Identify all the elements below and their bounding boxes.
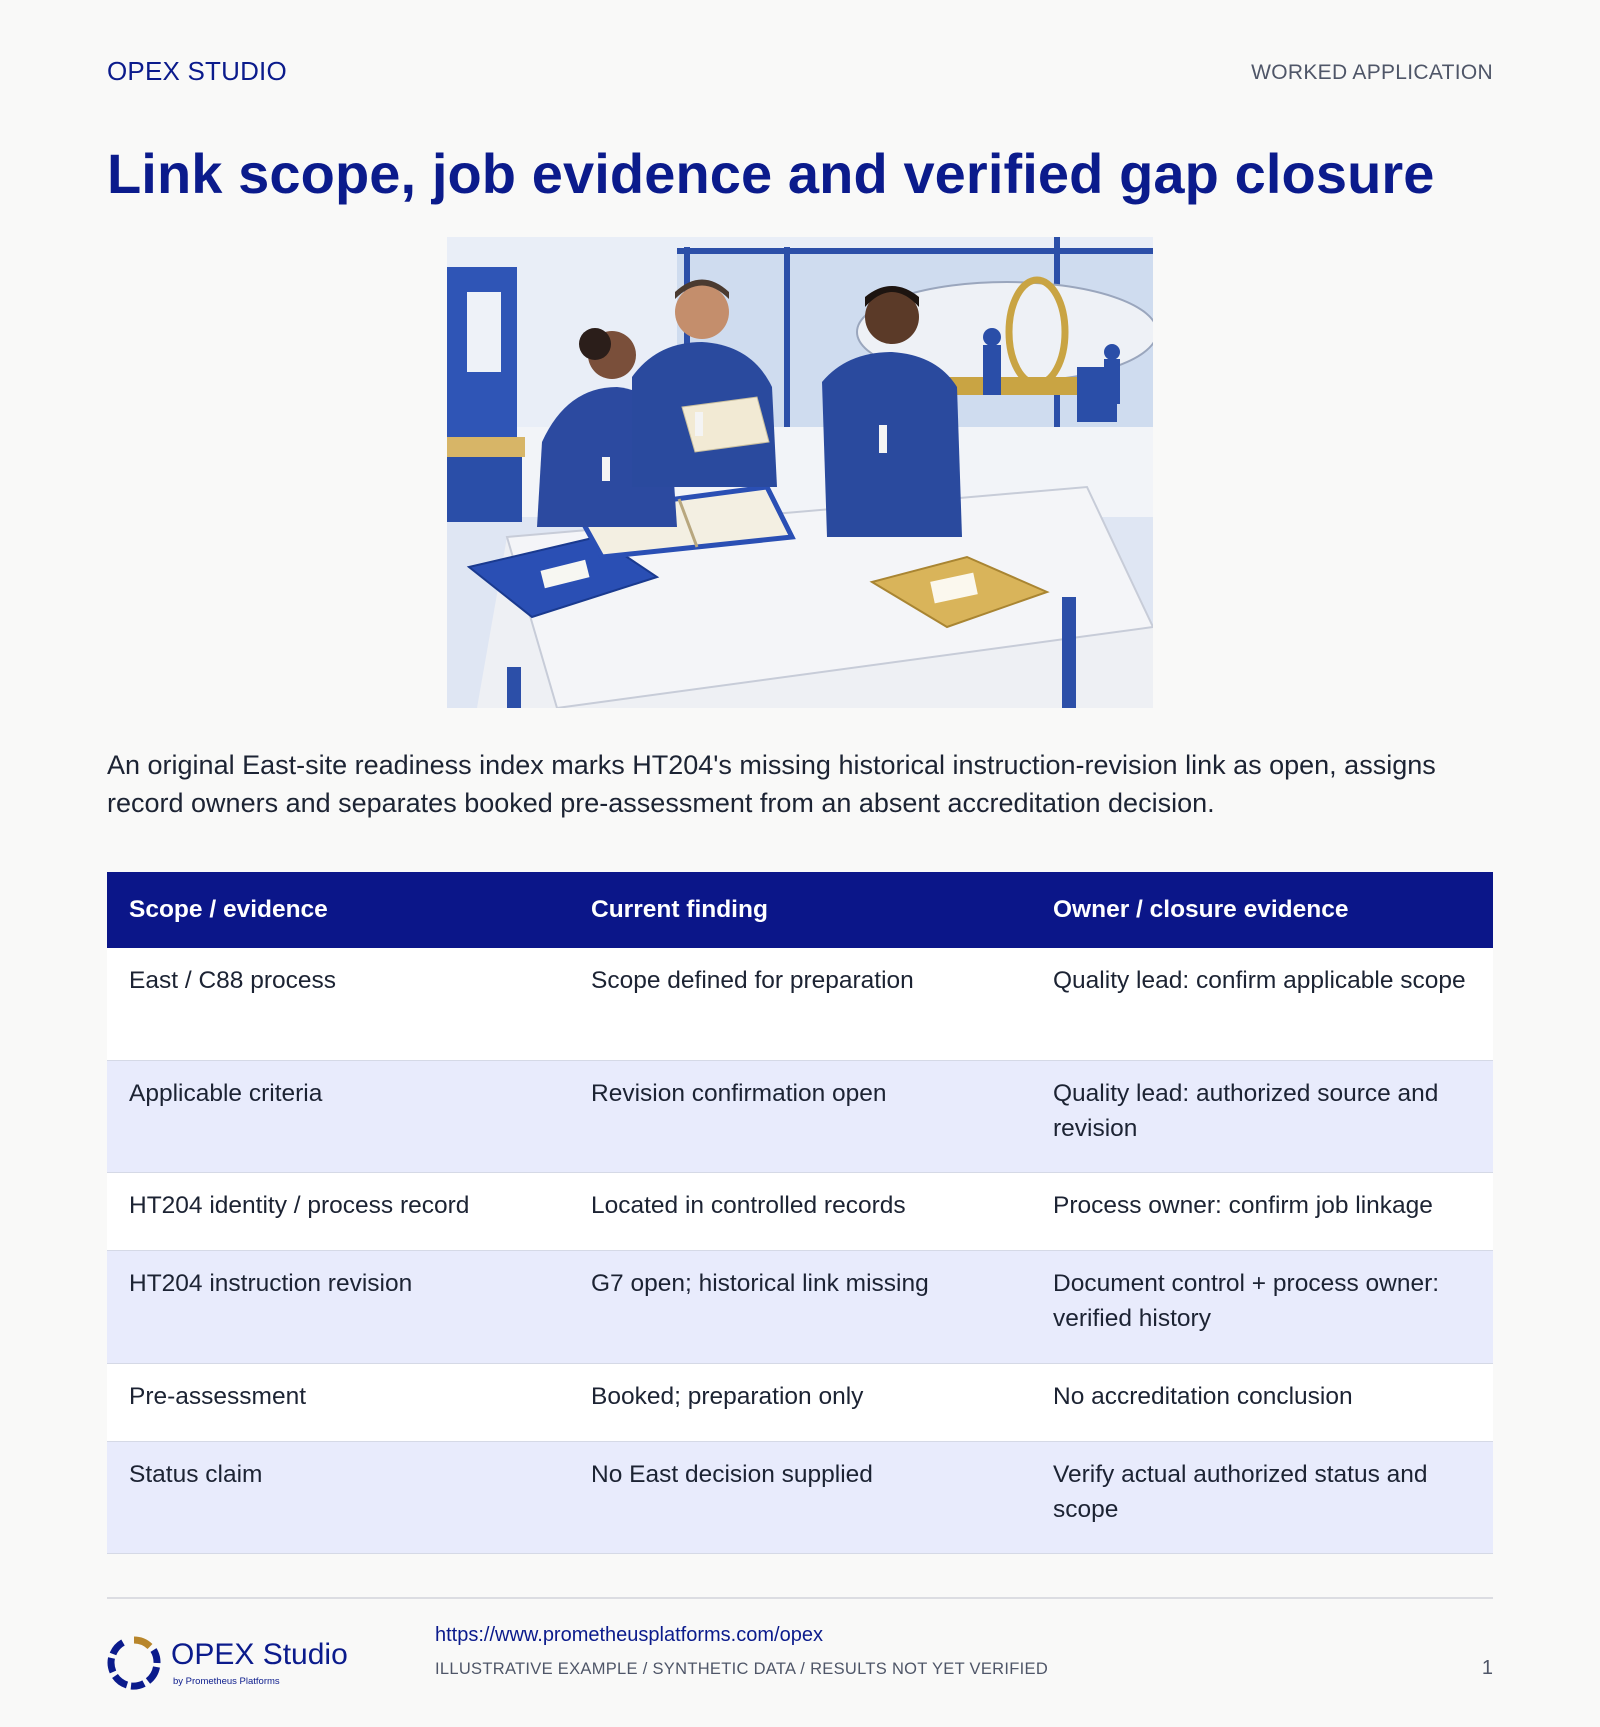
table-row (107, 1173, 1493, 1251)
table-row (107, 1364, 1493, 1442)
page (107, 0, 1493, 1727)
hero-illustration (447, 237, 1153, 708)
brand-label: OPEX STUDIO (107, 56, 287, 86)
table-cell: No East decision supplied (591, 1461, 873, 1488)
section-tag: WORKED APPLICATION (1251, 61, 1493, 84)
table-cell: Verify actual authorized status and scope (1053, 1461, 1428, 1523)
page-number: 1 (1481, 1657, 1493, 1679)
table-cell: G7 open; historical link missing (591, 1270, 929, 1297)
page-header (107, 52, 1493, 92)
table-cell: Located in controlled records (591, 1192, 906, 1219)
table-cell: HT204 identity / process record (129, 1192, 470, 1219)
opex-logo-icon (107, 1636, 161, 1690)
table-cell: Scope defined for preparation (591, 967, 914, 994)
table-cell: East / C88 process (129, 967, 336, 994)
table-header-row (107, 872, 1493, 948)
logo-tagline: by Prometheus Platforms (173, 1676, 280, 1687)
table-row (107, 1442, 1493, 1554)
footer-logo[interactable] (107, 1632, 367, 1692)
footer-divider (107, 1597, 1493, 1599)
footer-url-link[interactable]: https://www.prometheusplatforms.com/opex (435, 1624, 823, 1646)
table-row (107, 1061, 1493, 1173)
table-cell: Document control + process owner: verified history (1053, 1270, 1440, 1332)
table-cell: Booked; preparation only (591, 1383, 864, 1410)
table-cell: HT204 instruction revision (129, 1270, 413, 1297)
footer-disclaimer: ILLUSTRATIVE EXAMPLE / SYNTHETIC DATA / RESULTS NOT YET VERIFIED (435, 1660, 1049, 1678)
table-cell: Applicable criteria (129, 1080, 323, 1107)
table-row (107, 948, 1493, 1061)
table-cell: Process owner: confirm job linkage (1053, 1192, 1433, 1219)
table-row (107, 1251, 1493, 1364)
table-cell: No accreditation conclusion (1053, 1383, 1353, 1410)
table-cell: Status claim (129, 1461, 263, 1488)
hero-image (447, 237, 1153, 708)
column-header: Current finding (591, 896, 768, 923)
column-header: Scope / evidence (129, 896, 328, 923)
evidence-table (107, 872, 1493, 1554)
table-cell: Quality lead: authorized source and revision (1053, 1080, 1439, 1142)
table-cell: Pre-assessment (129, 1383, 307, 1410)
page-title: Link scope, job evidence and verified gap closure (107, 142, 1435, 205)
table-cell: Quality lead: confirm applicable scope (1053, 967, 1466, 994)
logo-wordmark: OPEX Studio (171, 1638, 348, 1671)
intro-paragraph: An original East-site readiness index marks HT204's missing historical instruction-revision link as open, assigns record owners and separates booked pre-assessment from an absent accreditation decision. (107, 750, 1436, 818)
column-header: Owner / closure evidence (1053, 896, 1349, 923)
table-cell: Revision confirmation open (591, 1080, 887, 1107)
